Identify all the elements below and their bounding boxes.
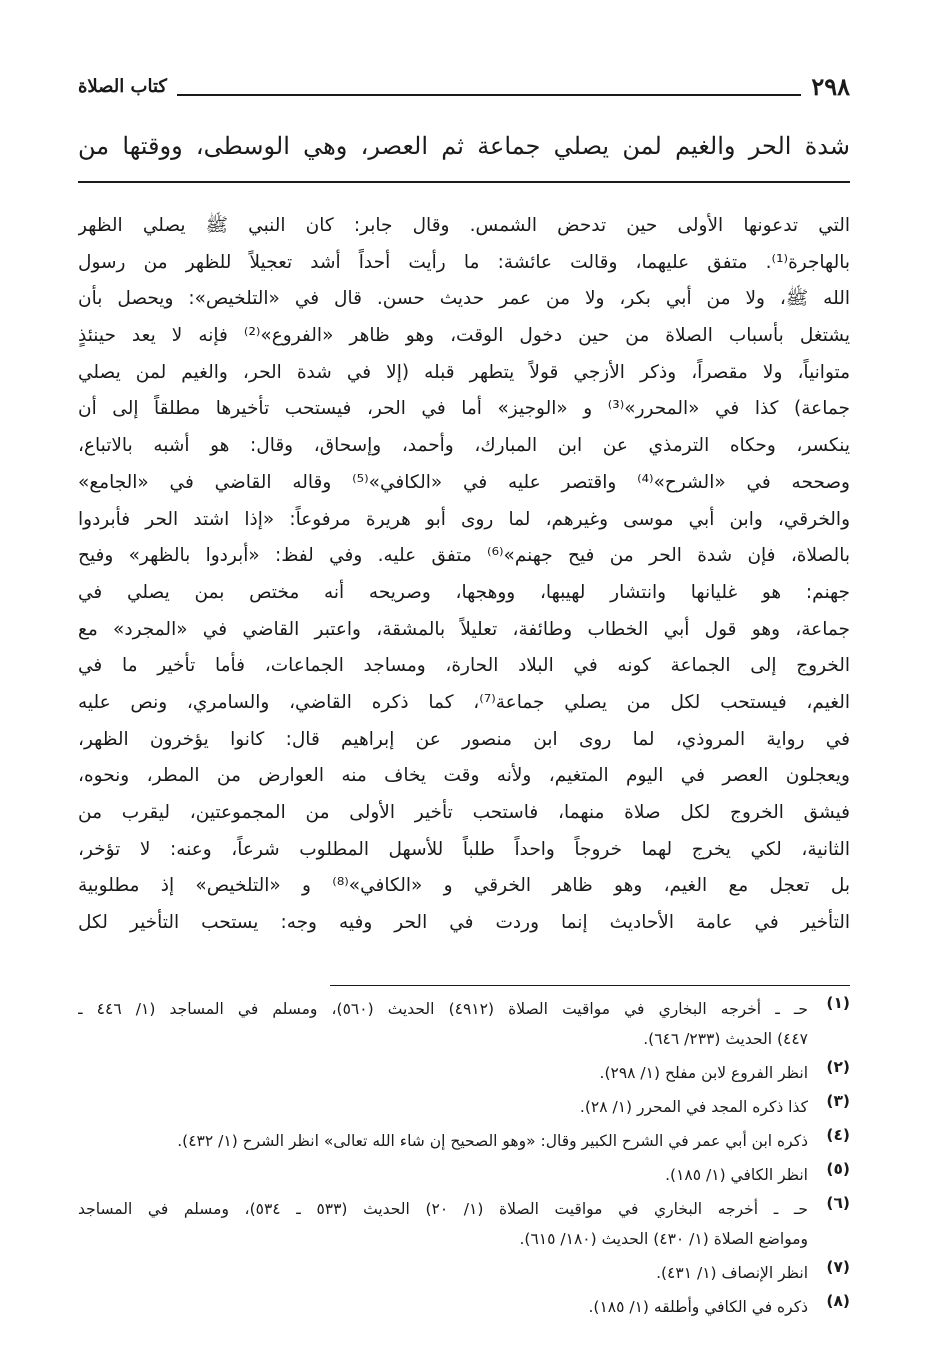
footnote-line: كذا ذكره المجد في المحرر (١/ ٢٨). [579, 1098, 808, 1116]
footnote-text [78, 994, 808, 1054]
footnote-number: (٢) [826, 1058, 850, 1076]
body-line: فيشق الخروج لكل صلاة منهما، فاستحب تأخير الأولى من المجموعتين، ليقرب من [78, 802, 850, 823]
footnote-number: (٥) [826, 1160, 850, 1178]
footnote-text [78, 1058, 808, 1088]
body-line: جماعة، وهو قول أبي الخطاب وطائفة، تعليلاً بالمشقة، واعتبر القاضي في «المجرد» مع [78, 618, 850, 640]
footnote-number: (٨) [826, 1292, 850, 1310]
footnote-line: انظر الإنصاف (١/ ٤٣١). [656, 1264, 808, 1282]
footnote-text [78, 1160, 808, 1190]
footnote-line: ذكره في الكافي وأطلقه (١/ ١٨٥). [588, 1298, 808, 1316]
footnote-line: انظر الكافي (١/ ١٨٥). [665, 1166, 808, 1184]
body-line: الله ﷺ، ولا من أبي بكر، ولا من عمر حديث حسن. قال في «التلخيص»: ويحصل بأن [78, 288, 850, 310]
body-line: وصححه في «الشرح»⁽⁴⁾ واقتصر عليه في «الكافي»⁽⁵⁾ وقاله القاضي في «الجامع» [78, 471, 850, 493]
body-line: بالصلاة، فإن شدة الحر من فيح جهنم»⁽⁶⁾ متفق عليه. وفي لفظ: «أبردوا بالظهر» وفيح [78, 545, 850, 567]
quote-divider [78, 181, 850, 183]
footnote [78, 994, 850, 1054]
footnote-number: (٣) [826, 1092, 850, 1110]
footnote-line: ذكره ابن أبي عمر في الشرح الكبير وقال: «وهو الصحيح إن شاء الله تعالى» انظر الشرح (١/ ٤٣٢). [177, 1132, 808, 1150]
body-line: التي تدعونها الأولى حين تدحض الشمس. وقال جابر: كان النبي ﷺ يصلي الظهر [78, 215, 850, 236]
footnote-text [78, 1194, 808, 1254]
footnote [78, 1194, 850, 1254]
footnote-text [78, 1092, 808, 1122]
footnote [78, 1092, 850, 1122]
footnote [78, 1258, 850, 1288]
body-line: الغيم، فيستحب لكل من يصلي جماعة⁽⁷⁾، كما ذكره القاضي، والسامري، ونص عليه [78, 691, 850, 713]
commentary-body [78, 208, 850, 942]
footnote-text [78, 1258, 808, 1288]
footnote-line: ومواضع الصلاة (١/ ٤٣٠) الحديث (١٨٠/ ٦١٥). [519, 1230, 808, 1248]
body-line: ويعجلون العصر في اليوم المتغيم، ولأنه وقت يخاف منه العوارض من المطر، ونحوه، [78, 765, 850, 787]
body-line: الخروج إلى الجماعة كونه في البلاد الحارة، ومساجد الجماعات، فأما تأخير ما في [78, 655, 850, 677]
body-line: الثانية، لكي يخرج لهما خروجاً واحداً طلباً للأسهل المطلوب شرعاً، وعنه: لا تؤخر، [78, 838, 850, 860]
footnote-line: انظر الفروع لابن مفلح (١/ ٢٩٨). [599, 1064, 808, 1082]
body-line: التأخير في عامة الأحاديث إنما وردت في الحر وفيه وجه: يستحب التأخير لكل [78, 912, 850, 934]
footnote-line: حـ ـ أخرجه البخاري في مواقيت الصلاة (١/ ٢٠) الحديث (٥٣٣ ـ ٥٣٤)، ومسلم في المساجد [78, 1200, 808, 1218]
body-line: جهنم: هو غليانها وانتشار لهيبها، ووهجها، وصريحه أنه مختص بمن يصلي في [78, 581, 850, 603]
footnote-number: (٧) [826, 1258, 850, 1276]
footnote-number: (١) [826, 994, 850, 1012]
page-number: ٢٩٨ [811, 71, 850, 101]
footnote [78, 1292, 850, 1322]
body-line: والخرقي، وابن أبي موسى وغيرهم، لما روى أبو هريرة مرفوعاً: «إذا اشتد الحر فأبردوا [78, 508, 850, 530]
footnote [78, 1126, 850, 1156]
body-line: جماعة) كذا في «المحرر»⁽³⁾ و «الوجيز» أما في الحر، فيستحب تأخيرها مطلقاً إلى أن [78, 398, 850, 420]
body-line: بالهاجرة⁽¹⁾. متفق عليهما، وقالت عائشة: ما رأيت أحداً أشد تعجيلاً للظهر من رسول [78, 251, 850, 273]
footnote [78, 1058, 850, 1088]
quoted-matn-line: شدة الحر والغيم لمن يصلي جماعة ثم العصر، وهي الوسطى، ووقتها من [78, 132, 850, 160]
footnote-number: (٤) [826, 1126, 850, 1144]
footnote-text [78, 1126, 808, 1156]
body-line: بل تعجل مع الغيم، وهو ظاهر الخرقي و «الكافي»⁽⁸⁾ و «التلخيص» إذ مطلوبية [78, 875, 850, 897]
footnote-line: حـ ـ أخرجه البخاري في مواقيت الصلاة (٤٩١٢) الحديث (٥٦٠)، ومسلم في المساجد (١/ ٤٤٦ ـ [78, 1000, 808, 1018]
footnote-text [78, 1292, 808, 1322]
footnote-line: ٤٤٧) الحديث (٢٣٣/ ٦٤٦). [643, 1030, 808, 1048]
body-line: متوانياً، ولا مقصراً، وذكر الأزجي قولاً يتطهر قبله (إلا في شدة الحر، والغيم لمن يصلي [78, 361, 850, 383]
footnote-divider [330, 985, 850, 986]
footnotes-section [78, 994, 850, 1326]
body-line: يشتغل بأسباب الصلاة من حين دخول الوقت، وهو ظاهر «الفروع»⁽²⁾ فإنه لا يعد حينئذٍ [78, 325, 850, 347]
footnote [78, 1160, 850, 1190]
footnote-number: (٦) [826, 1194, 850, 1212]
body-line: ينكسر، وحكاه الترمذي عن ابن المبارك، وأحمد، وإسحاق، وقال: هو أشبه بالاتباع، [78, 435, 850, 457]
header-rule [177, 94, 801, 96]
body-line: في رواية المروذي، لما روى ابن منصور عن إبراهيم قال: كانوا يؤخرون الظهر، [78, 728, 850, 750]
running-header [78, 68, 850, 104]
chapter-title: كتاب الصلاة [78, 75, 167, 97]
